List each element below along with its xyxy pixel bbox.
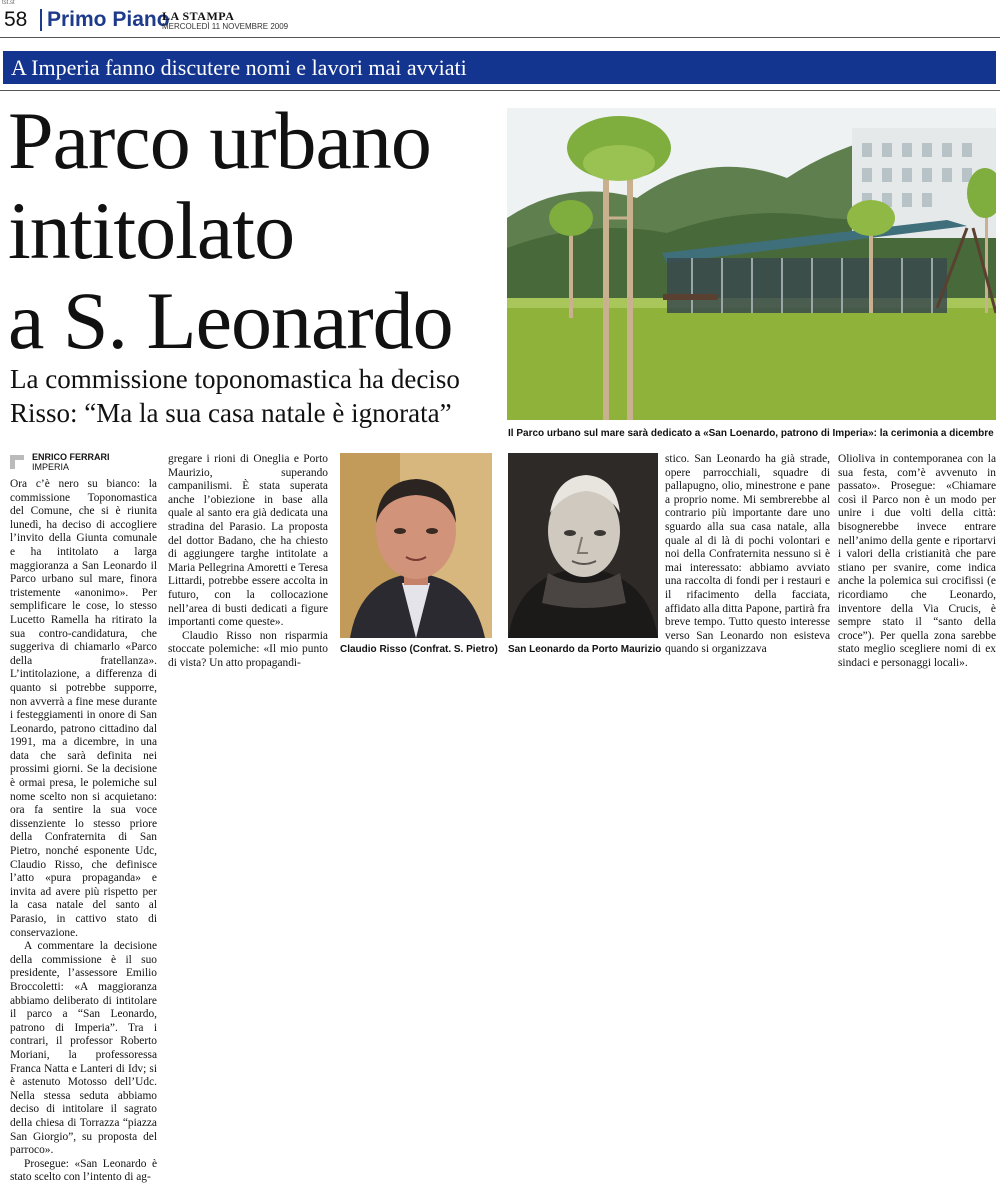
subhead-line: La commissione toponomastica ha deciso: [10, 364, 460, 394]
kicker-banner: A Imperia fanno discutere nomi e lavori mai avviati: [3, 51, 996, 84]
kicker-divider: [0, 90, 1000, 91]
subhead-line: Risso: “Ma la sua casa natale è ignorata”: [10, 398, 452, 428]
paragraph: Prosegue: «San Leonardo è stato scelto con l’intento di ag-: [10, 1157, 157, 1184]
portrait-illustration: [340, 453, 492, 638]
byline-place: IMPERIA: [32, 462, 70, 472]
article-column-1: [10, 478, 157, 1185]
page-number: 58: [4, 8, 28, 31]
article-subheadline: [10, 362, 505, 430]
san-leonardo-caption: San Leonardo da Porto Maurizio: [508, 644, 662, 655]
headline-line: intitolato: [8, 185, 295, 276]
byline-author: ENRICO FERRARI: [32, 452, 110, 462]
article-headline: [8, 96, 503, 366]
paragraph: gregare i rioni di Oneglia e Porto Maurizio, superando campanilismi. È stata superata anche l’obiezione in base alla quale al santo era già dedicata una stradina del Parasio. La proposta del dottor Badano, che ha chiesto di aggiungere targhe intitolate a Maria Pellegrina Amoretti e Teresa Littardi, potrebbe essere accolta in futuro, con la collocazione nell’area di busti dedicati a figure importanti come queste».: [168, 453, 328, 629]
claudio-risso-photo: [340, 453, 492, 638]
park-photo: [507, 108, 996, 420]
paragraph: A commentare la decisione della commissione è il suo presidente, l’assessore Emilio Broccoletti: «A maggioranza abbiamo deliberato di intitolare il parco a “San Leonardo, patrono di Imperia”. Tra i contrari, il professor Roberto Moriani, la professoressa Franca Natta e Lanteri di Idv; si è astenuto Motosso dell’Udc. Nella stessa seduta abbiamo deciso di intitolare il sagrato della chiesa di Torrazza “piazza San Giorgio”, su proposta del parroco».: [10, 940, 157, 1157]
san-leonardo-portrait: [508, 453, 658, 638]
paragraph: Claudio Risso non risparmia stoccate polemiche: «Il mio punto di vista? Un atto propagandi-: [168, 629, 328, 669]
paragraph: stico. San Leonardo ha già strade, opere parrocchiali, squadre di pallapugno, olio, minestrone e pane a proprio nome. Mi sembrerebbe al contrario più importante dare uno sguardo alla sua casa natale, alla quale al di là di pochi volontari e noi della Confraternita nessuno si è mai interessato: abbiamo avviato una raccolta di fondi per i restauri e il rifacimento della facciata, affidato alla ditta Papone, partirà fra breve tempo. Tutto questo interesse verso San Leonardo non esisteva quando si organizzava: [665, 453, 830, 656]
byline-corner-mark: [10, 455, 24, 469]
article-column-2: [168, 453, 328, 671]
section-title: Primo Piano: [40, 9, 170, 31]
headline-line: a S. Leonardo: [8, 275, 453, 366]
newspaper-name: LA STAMPA: [162, 9, 235, 23]
masthead-divider: [0, 37, 1000, 38]
engraving-illustration: [508, 453, 658, 638]
claudio-risso-caption: Claudio Risso (Confrat. S. Pietro): [340, 644, 498, 655]
paragraph: Olioliva in contemporanea con la sua festa, com’è avvenuto in passato». Prosegue: «Chiamare così il Parco non è un modo per unire i due volti della città: bisognerebbe invece entrare nell’animo della gente e riportarvi i valori della cristianità che pare stiano per svanire, come indica anche la polemica sui crocifissi (e ricordiamo che Leonardo, inventore della Via Crucis, è sempre stato il “santo della croce”). Per quella zona sarebbe stato meglio scegliere nomi di ex sindaci e personaggi locali».: [838, 453, 996, 669]
park-photo-illustration: [507, 108, 996, 420]
article-column-3: [665, 453, 830, 657]
article-column-4: [838, 453, 996, 671]
headline-line: Parco urbano: [8, 95, 431, 186]
paragraph: Ora c’è nero su bianco: la commissione Toponomastica del Comune, che si è riunita lunedì, ha deciso di accogliere l’invito della Giunta comunale e ha intitolato a larga maggioranza a San Leonardo il Parco urbano sul mare, finora tristemente «anonimo». Per semplificare le cose, lo stesso Lucetto Ramella ha ritirato la sua contro-candidatura, che suggeriva di chiamarlo «Parco della fratellanza». L’intitolazione, a differenza di quanto si potrebbe supporre, non avverrà a fine mese durante i festeggiamenti in onore di San Leonardo, patrono cittadino dal 1991, ma a dicembre, in una data che sarà definita nei prossimi giorni. Se la decisione è ormai presa, le polemiche sul nome scelto non si acquietano: ora fa sentire la sua voce dissenziente lo stesso priore della Confraternita di San Pietro, nonché esponente Udc, Claudio Risso, che definisce l’atto «pura propaganda» e invita ad avere più rispetto per la casa natale del santo al Parasio, in cattivo stato di conservazione.: [10, 478, 157, 939]
issue-date: MERCOLEDÌ 11 NOVEMBRE 2009: [162, 22, 289, 31]
print-code: tst.st: [2, 0, 15, 6]
park-photo-caption: Il Parco urbano sul mare sarà dedicato a «San Loenardo, patrono di Imperia»: la cerimonia a dicembre: [508, 428, 994, 439]
